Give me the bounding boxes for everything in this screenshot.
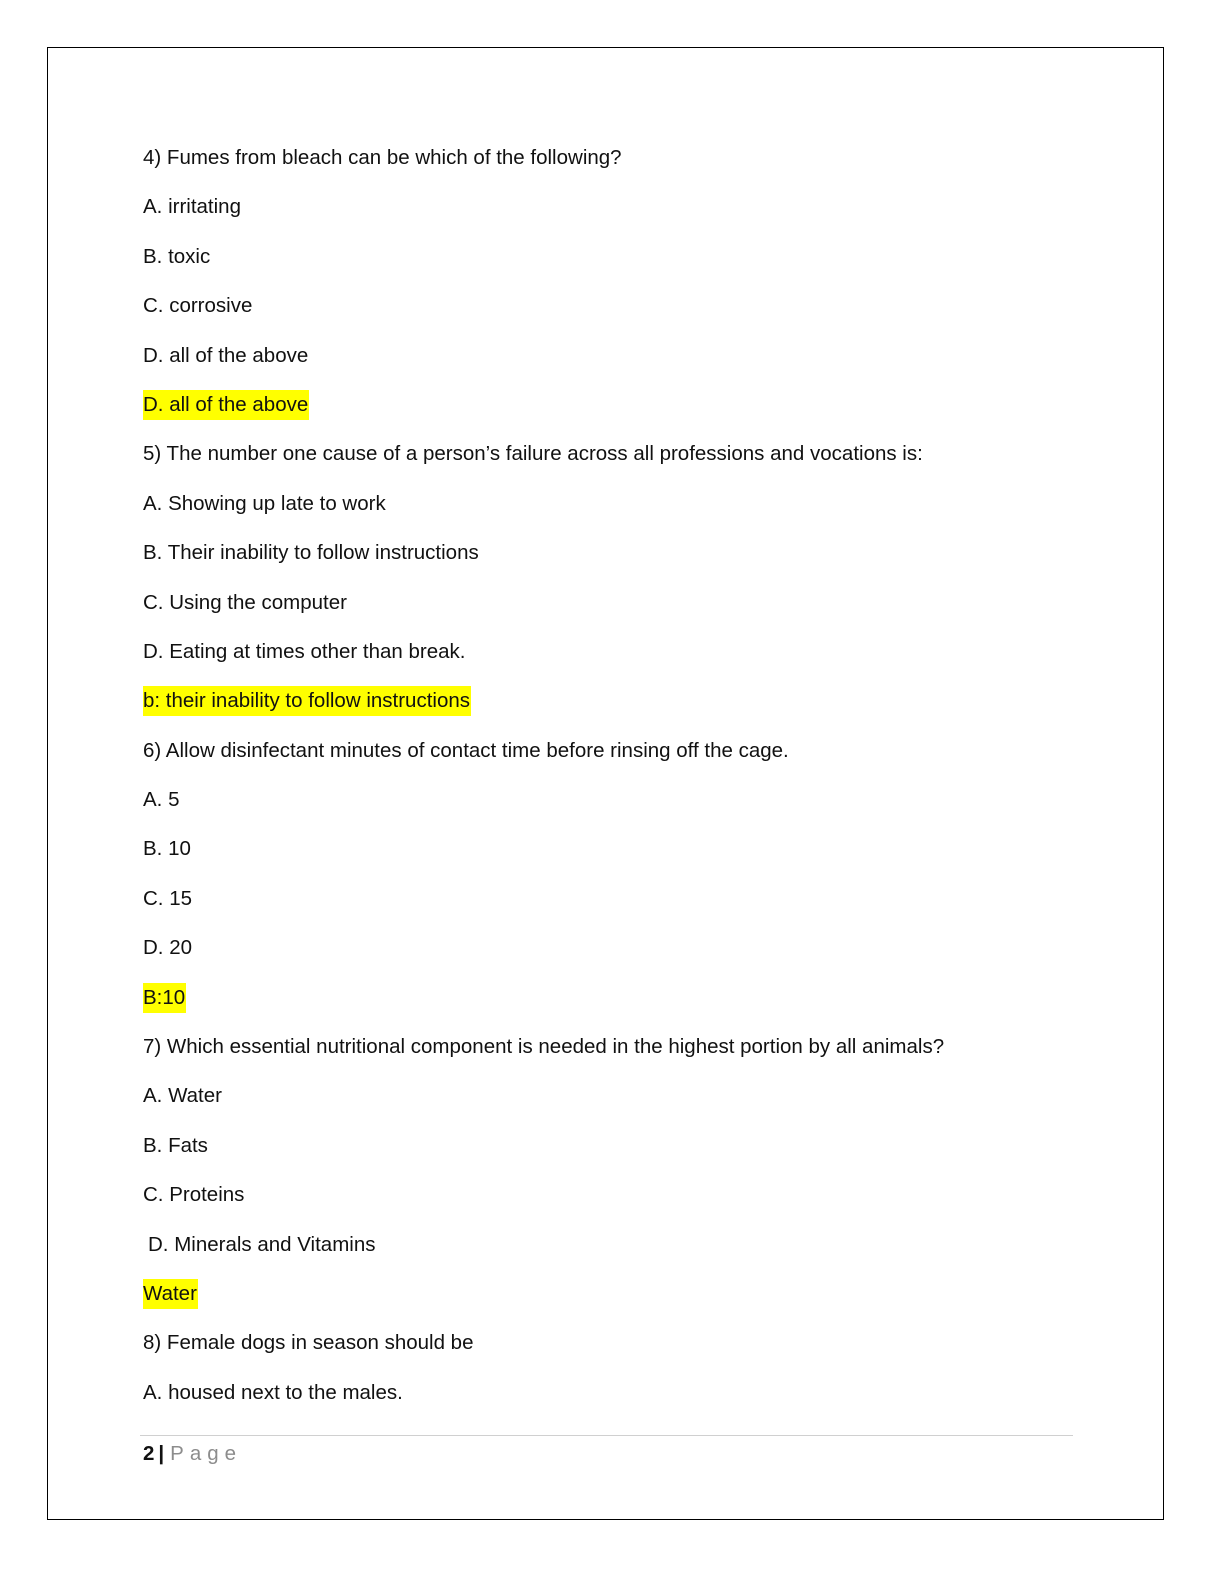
option-a: A. Water [143,1084,222,1108]
option-a: A. Showing up late to work [143,491,386,515]
option-c: C. 15 [143,886,192,910]
option-d: D. 20 [143,936,192,960]
question-8: 8) Female dogs in season should be [143,1331,474,1355]
answer-6: B:10 [143,983,1073,1032]
answer-5: b: their inability to follow instructions [143,686,1073,735]
option-c: C. Proteins [143,1183,245,1207]
question-6: 6) Allow disinfectant minutes of contact time before rinsing off the cage. [143,738,789,762]
option-b: B. 10 [143,837,191,861]
option-c: C. corrosive [143,294,253,318]
question-4: 4) Fumes from bleach can be which of the following? [143,146,622,169]
option-d: D. Minerals and Vitamins [148,1232,376,1256]
option-b: B. Fats [143,1133,208,1157]
question-5: 5) The number one cause of a person’s failure across all professions and vocations is: [143,442,923,466]
question-7: 7) Which essential nutritional component is needed in the highest portion by all animals? [143,1035,945,1059]
option-a: A. housed next to the males. [143,1380,403,1404]
option-a: A. irritating [143,195,241,219]
page-footer [143,1441,242,1467]
answer-7: Water [143,1279,1073,1328]
footer-divider [140,1435,1073,1436]
page-label: Page [170,1442,243,1465]
option-a: A. 5 [143,788,180,812]
option-b: B. toxic [143,244,211,268]
option-b: B. Their inability to follow instructions [143,541,479,565]
option-c: C. Using the computer [143,590,347,614]
option-d: D. all of the above [143,343,309,367]
document-body [143,143,1073,1427]
page-number: 2 [143,1442,155,1465]
answer-4: D. all of the above [143,390,1073,439]
footer-separator: | [158,1442,165,1465]
option-d: D. Eating at times other than break. [143,639,466,663]
